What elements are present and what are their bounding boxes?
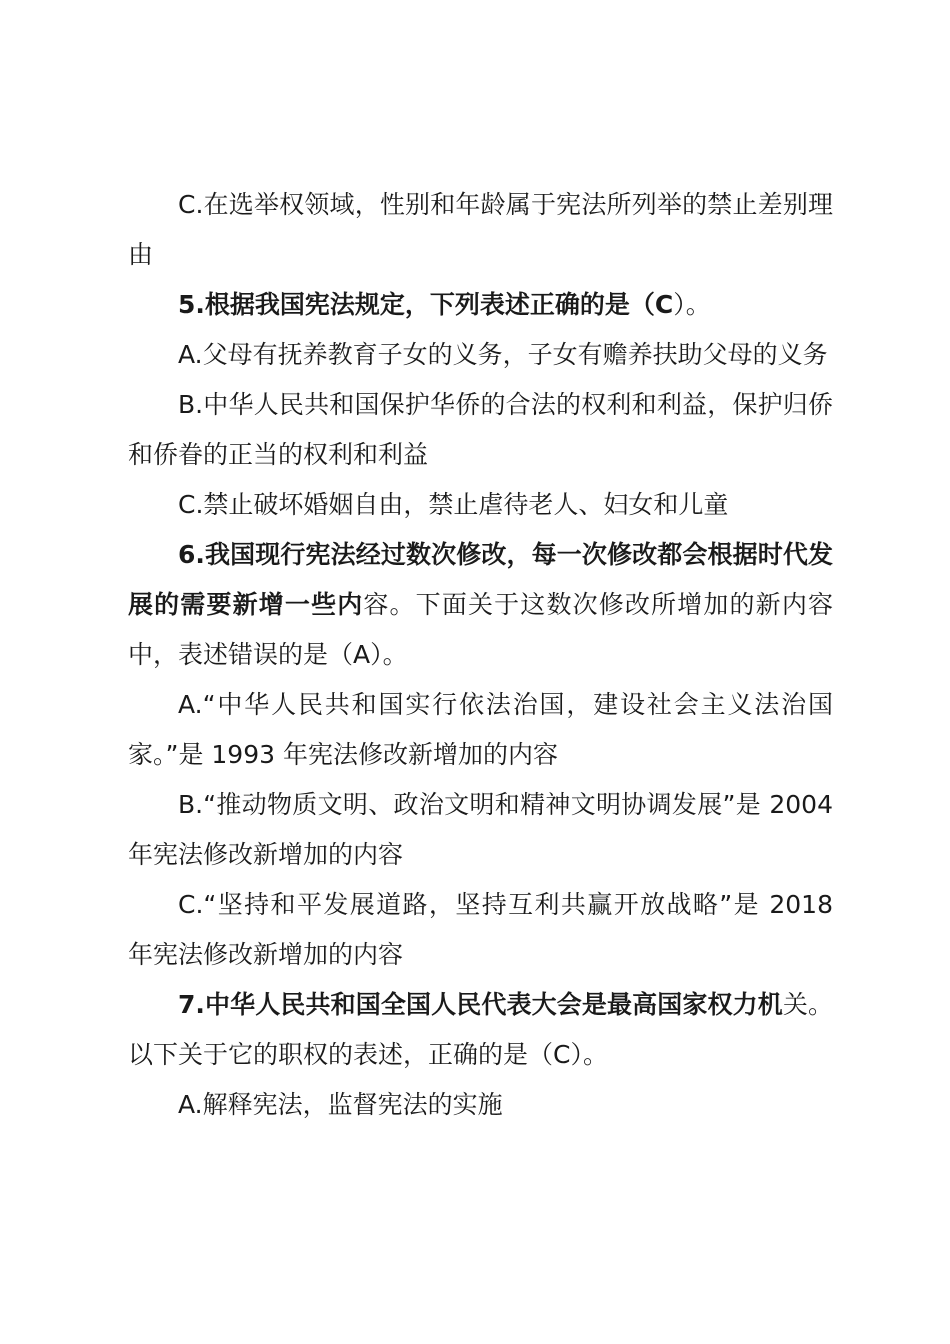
option-6b: B.“推动物质文明、政治文明和精神文明协调发展”是 2004 年宪法修改新增加的内容	[128, 790, 833, 869]
option-4c: C.在选举权领域，性别和年龄属于宪法所列举的禁止差别理由	[128, 190, 833, 269]
question-5-bold: 5.根据我国宪法规定，下列表述正确的是（C	[178, 290, 674, 319]
question-7-bold: 7.中华人民共和国全国人民代表大会是最高国家权力机	[178, 990, 783, 1019]
question-7-rest: 关。以下关于它的职权的表述，正确的是（C）。	[128, 990, 833, 1069]
option-5b: B.中华人民共和国保护华侨的合法的权利和利益，保护归侨和侨眷的正当的权利和利益	[128, 390, 833, 469]
question-6	[128, 530, 833, 680]
question-6-rest: 容。下面关于这数次修改所增加的新内容中，表述错误的是（A）。	[128, 590, 833, 669]
option-6a: A.“中华人民共和国实行依法治国，建设社会主义法治国家。”是 1993 年宪法修改新增加的内容	[128, 690, 833, 769]
question-6-bold: 6.我国现行宪法经过数次修改，每一次修改都会根据时代发展的需要新增一些内	[128, 540, 833, 619]
option-6c: C.“坚持和平发展道路，坚持互利共赢开放战略”是 2018 年宪法修改新增加的内容	[128, 890, 833, 969]
question-5	[128, 280, 833, 330]
option-7a: A.解释宪法，监督宪法的实施	[178, 1090, 503, 1119]
option-5a: A.父母有抚养教育子女的义务，子女有赡养扶助父母的义务	[178, 340, 828, 369]
document-page	[128, 180, 833, 1130]
question-7	[128, 980, 833, 1080]
question-5-rest: ）。	[673, 290, 711, 319]
option-5c: C.禁止破坏婚姻自由，禁止虐待老人、妇女和儿童	[178, 490, 729, 519]
